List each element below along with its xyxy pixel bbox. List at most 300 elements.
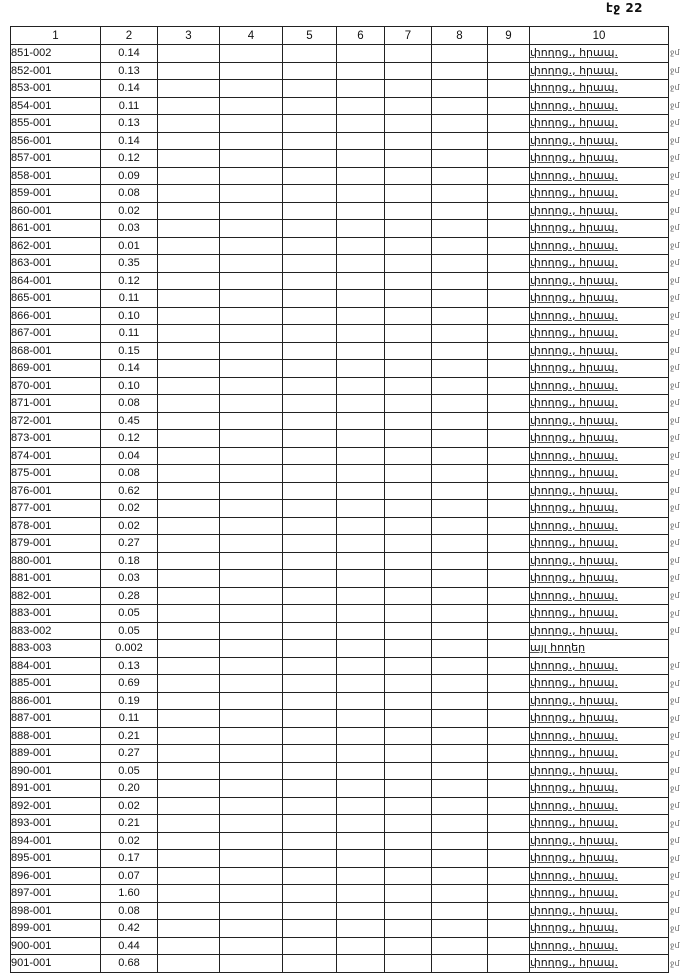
parcel-id-cell: 866-001: [11, 307, 101, 325]
area-cell: 0.07: [101, 867, 158, 885]
empty-cell: [158, 675, 220, 693]
empty-cell: [385, 220, 432, 238]
empty-cell: [283, 552, 337, 570]
empty-cell: [385, 150, 432, 168]
empty-cell: [432, 850, 488, 868]
margin-mark: ջմ: [670, 573, 680, 583]
empty-cell: [283, 360, 337, 378]
margin-mark: ջմ: [670, 275, 680, 285]
parcel-id-cell: 900-001: [11, 937, 101, 955]
empty-cell: [283, 745, 337, 763]
table-row: [11, 202, 669, 220]
land-type-cell: փողոց., հրապ.: [530, 45, 669, 63]
margin-mark: ջմ: [670, 293, 680, 303]
empty-cell: [385, 745, 432, 763]
empty-cell: [337, 45, 385, 63]
empty-cell: [158, 920, 220, 938]
empty-cell: [220, 430, 283, 448]
table-row: [11, 482, 669, 500]
empty-cell: [385, 920, 432, 938]
land-type-cell: փողոց., հրապ.: [530, 167, 669, 185]
land-type-cell: փողոց., հրապ.: [530, 360, 669, 378]
empty-cell: [432, 570, 488, 588]
empty-cell: [385, 202, 432, 220]
empty-cell: [158, 220, 220, 238]
empty-cell: [432, 342, 488, 360]
empty-cell: [158, 465, 220, 483]
empty-cell: [337, 325, 385, 343]
table-row: [11, 605, 669, 623]
margin-mark: ջմ: [670, 923, 680, 933]
empty-cell: [283, 815, 337, 833]
table-row: [11, 167, 669, 185]
empty-cell: [283, 517, 337, 535]
parcel-id-cell: 883-001: [11, 605, 101, 623]
margin-mark: ջմ: [670, 661, 680, 671]
empty-cell: [432, 745, 488, 763]
parcel-id-cell: 873-001: [11, 430, 101, 448]
empty-cell: [158, 80, 220, 98]
land-type-cell: փողոց., հրապ.: [530, 727, 669, 745]
land-type-cell: փողոց., հրապ.: [530, 710, 669, 728]
land-type-cell: փողոց., հրապ.: [530, 850, 669, 868]
empty-cell: [385, 395, 432, 413]
empty-cell: [488, 710, 530, 728]
empty-cell: [337, 97, 385, 115]
empty-cell: [432, 780, 488, 798]
empty-cell: [488, 290, 530, 308]
empty-cell: [488, 360, 530, 378]
empty-cell: [337, 885, 385, 903]
area-cell: 0.44: [101, 937, 158, 955]
empty-cell: [220, 202, 283, 220]
empty-cell: [385, 955, 432, 973]
parcel-id-cell: 870-001: [11, 377, 101, 395]
table-row: [11, 902, 669, 920]
margin-mark: ջմ: [670, 520, 680, 530]
land-type-cell: փողոց., հրապ.: [530, 780, 669, 798]
column-header: 5: [283, 27, 337, 45]
empty-cell: [283, 412, 337, 430]
empty-cell: [220, 587, 283, 605]
empty-cell: [220, 272, 283, 290]
empty-cell: [337, 517, 385, 535]
land-type-cell: փողոց., հրապ.: [530, 500, 669, 518]
land-type-cell: այլ հողեր: [530, 640, 669, 658]
empty-cell: [220, 185, 283, 203]
empty-cell: [158, 622, 220, 640]
empty-cell: [220, 412, 283, 430]
empty-cell: [283, 272, 337, 290]
area-cell: 0.11: [101, 325, 158, 343]
empty-cell: [432, 412, 488, 430]
empty-cell: [283, 587, 337, 605]
empty-cell: [158, 185, 220, 203]
empty-cell: [385, 447, 432, 465]
empty-cell: [337, 342, 385, 360]
empty-cell: [337, 220, 385, 238]
area-cell: 0.35: [101, 255, 158, 273]
empty-cell: [488, 255, 530, 273]
parcel-id-cell: 890-001: [11, 762, 101, 780]
parcel-id-cell: 858-001: [11, 167, 101, 185]
margin-mark: ջմ: [670, 696, 680, 706]
empty-cell: [488, 465, 530, 483]
area-cell: 0.21: [101, 815, 158, 833]
column-header: 7: [385, 27, 432, 45]
parcel-id-cell: 879-001: [11, 535, 101, 553]
table-row: [11, 727, 669, 745]
table-row: [11, 237, 669, 255]
parcel-id-cell: 876-001: [11, 482, 101, 500]
empty-cell: [432, 692, 488, 710]
margin-mark: ջմ: [670, 783, 680, 793]
empty-cell: [158, 797, 220, 815]
empty-cell: [385, 430, 432, 448]
empty-cell: [220, 80, 283, 98]
empty-cell: [337, 132, 385, 150]
empty-cell: [385, 762, 432, 780]
parcel-id-cell: 856-001: [11, 132, 101, 150]
empty-cell: [488, 937, 530, 955]
land-type-cell: փողոց., հրապ.: [530, 202, 669, 220]
empty-cell: [432, 902, 488, 920]
land-type-cell: փողոց., հրապ.: [530, 587, 669, 605]
empty-cell: [385, 237, 432, 255]
margin-mark: ջմ: [670, 170, 680, 180]
margin-marks: [670, 44, 683, 972]
parcel-id-cell: 869-001: [11, 360, 101, 378]
empty-cell: [337, 430, 385, 448]
empty-cell: [283, 45, 337, 63]
empty-cell: [385, 552, 432, 570]
empty-cell: [488, 220, 530, 238]
empty-cell: [432, 552, 488, 570]
empty-cell: [158, 745, 220, 763]
empty-cell: [385, 45, 432, 63]
empty-cell: [432, 150, 488, 168]
empty-cell: [220, 220, 283, 238]
margin-mark: ջմ: [670, 818, 680, 828]
parcel-id-cell: 893-001: [11, 815, 101, 833]
parcel-id-cell: 872-001: [11, 412, 101, 430]
empty-cell: [283, 640, 337, 658]
empty-cell: [432, 325, 488, 343]
empty-cell: [337, 80, 385, 98]
margin-mark: ջմ: [670, 380, 680, 390]
empty-cell: [385, 360, 432, 378]
area-cell: 0.02: [101, 832, 158, 850]
parcel-id-cell: 865-001: [11, 290, 101, 308]
empty-cell: [385, 570, 432, 588]
empty-cell: [432, 605, 488, 623]
empty-cell: [158, 815, 220, 833]
empty-cell: [432, 500, 488, 518]
table-body: [11, 45, 669, 973]
table-row: [11, 412, 669, 430]
empty-cell: [432, 115, 488, 133]
table-row: [11, 220, 669, 238]
land-type-cell: փողոց., հրապ.: [530, 272, 669, 290]
empty-cell: [158, 290, 220, 308]
empty-cell: [385, 517, 432, 535]
empty-cell: [432, 430, 488, 448]
margin-mark: ջմ: [670, 731, 680, 741]
table-row: [11, 535, 669, 553]
empty-cell: [385, 587, 432, 605]
empty-cell: [283, 902, 337, 920]
empty-cell: [488, 815, 530, 833]
empty-cell: [220, 622, 283, 640]
empty-cell: [488, 570, 530, 588]
empty-cell: [283, 920, 337, 938]
land-type-cell: փողոց., հրապ.: [530, 377, 669, 395]
land-type-cell: փողոց., հրապ.: [530, 762, 669, 780]
land-type-cell: փողոց., հրապ.: [530, 815, 669, 833]
area-cell: 0.04: [101, 447, 158, 465]
area-cell: 0.27: [101, 535, 158, 553]
empty-cell: [488, 45, 530, 63]
empty-cell: [283, 307, 337, 325]
parcel-id-cell: 889-001: [11, 745, 101, 763]
empty-cell: [158, 640, 220, 658]
margin-mark: ջմ: [670, 100, 680, 110]
empty-cell: [488, 832, 530, 850]
area-cell: 0.14: [101, 45, 158, 63]
empty-cell: [337, 500, 385, 518]
land-type-cell: փողոց., հրապ.: [530, 517, 669, 535]
area-cell: 0.27: [101, 745, 158, 763]
area-cell: 0.01: [101, 237, 158, 255]
table-row: [11, 885, 669, 903]
empty-cell: [488, 202, 530, 220]
empty-cell: [337, 570, 385, 588]
margin-mark: ջմ: [670, 223, 680, 233]
empty-cell: [283, 447, 337, 465]
table-row: [11, 62, 669, 80]
table-row: [11, 45, 669, 63]
empty-cell: [283, 465, 337, 483]
empty-cell: [337, 465, 385, 483]
area-cell: 0.12: [101, 430, 158, 448]
column-header: 8: [432, 27, 488, 45]
empty-cell: [337, 727, 385, 745]
table-row: [11, 622, 669, 640]
empty-cell: [283, 832, 337, 850]
empty-cell: [220, 237, 283, 255]
parcel-id-cell: 878-001: [11, 517, 101, 535]
table-row: [11, 395, 669, 413]
area-cell: 0.09: [101, 167, 158, 185]
area-cell: 1.60: [101, 885, 158, 903]
area-cell: 0.10: [101, 307, 158, 325]
empty-cell: [432, 920, 488, 938]
empty-cell: [337, 395, 385, 413]
empty-cell: [220, 500, 283, 518]
empty-cell: [432, 132, 488, 150]
area-cell: 0.69: [101, 675, 158, 693]
empty-cell: [158, 535, 220, 553]
empty-cell: [283, 605, 337, 623]
parcel-id-cell: 861-001: [11, 220, 101, 238]
parcel-id-cell: 901-001: [11, 955, 101, 973]
empty-cell: [337, 290, 385, 308]
empty-cell: [385, 902, 432, 920]
empty-cell: [337, 692, 385, 710]
empty-cell: [488, 500, 530, 518]
empty-cell: [488, 115, 530, 133]
empty-cell: [432, 360, 488, 378]
margin-mark: ջմ: [670, 65, 680, 75]
parcel-id-cell: 863-001: [11, 255, 101, 273]
empty-cell: [283, 167, 337, 185]
table-row: [11, 132, 669, 150]
area-cell: 0.12: [101, 272, 158, 290]
margin-mark: ջմ: [670, 205, 680, 215]
table-row: [11, 780, 669, 798]
empty-cell: [283, 692, 337, 710]
empty-cell: [220, 692, 283, 710]
empty-cell: [283, 132, 337, 150]
empty-cell: [488, 237, 530, 255]
empty-cell: [220, 325, 283, 343]
empty-cell: [220, 920, 283, 938]
area-cell: 0.21: [101, 727, 158, 745]
empty-cell: [488, 920, 530, 938]
empty-cell: [220, 552, 283, 570]
parcel-id-cell: 852-001: [11, 62, 101, 80]
empty-cell: [158, 762, 220, 780]
empty-cell: [337, 622, 385, 640]
empty-cell: [283, 727, 337, 745]
empty-cell: [220, 605, 283, 623]
empty-cell: [158, 850, 220, 868]
table-row: [11, 552, 669, 570]
empty-cell: [220, 675, 283, 693]
empty-cell: [283, 255, 337, 273]
table-row: [11, 377, 669, 395]
land-type-cell: փողոց., հրապ.: [530, 185, 669, 203]
column-header: 3: [158, 27, 220, 45]
margin-mark: ջմ: [670, 415, 680, 425]
empty-cell: [337, 640, 385, 658]
empty-cell: [220, 97, 283, 115]
empty-cell: [158, 885, 220, 903]
empty-cell: [488, 622, 530, 640]
parcel-id-cell: 883-002: [11, 622, 101, 640]
empty-cell: [337, 377, 385, 395]
land-type-cell: փողոց., հրապ.: [530, 920, 669, 938]
empty-cell: [488, 675, 530, 693]
area-cell: 0.62: [101, 482, 158, 500]
empty-cell: [385, 535, 432, 553]
empty-cell: [337, 605, 385, 623]
table-row: [11, 447, 669, 465]
land-type-cell: փողոց., հրապ.: [530, 622, 669, 640]
area-cell: 0.03: [101, 570, 158, 588]
column-header: 2: [101, 27, 158, 45]
empty-cell: [488, 272, 530, 290]
parcel-id-cell: 888-001: [11, 727, 101, 745]
empty-cell: [385, 290, 432, 308]
empty-cell: [337, 272, 385, 290]
empty-cell: [158, 430, 220, 448]
area-cell: 0.12: [101, 150, 158, 168]
land-type-cell: փողոց., հրապ.: [530, 150, 669, 168]
empty-cell: [432, 815, 488, 833]
empty-cell: [488, 762, 530, 780]
parcel-id-cell: 885-001: [11, 675, 101, 693]
margin-mark: ջմ: [670, 941, 680, 951]
area-cell: 0.002: [101, 640, 158, 658]
land-type-cell: փողոց., հրապ.: [530, 692, 669, 710]
margin-mark: ջմ: [670, 853, 680, 863]
empty-cell: [283, 955, 337, 973]
margin-mark: ջմ: [670, 871, 680, 881]
empty-cell: [220, 815, 283, 833]
empty-cell: [220, 797, 283, 815]
area-cell: 0.05: [101, 622, 158, 640]
parcel-id-cell: 868-001: [11, 342, 101, 360]
empty-cell: [488, 657, 530, 675]
empty-cell: [385, 622, 432, 640]
empty-cell: [220, 377, 283, 395]
empty-cell: [337, 762, 385, 780]
empty-cell: [220, 885, 283, 903]
table-row: [11, 80, 669, 98]
empty-cell: [158, 360, 220, 378]
empty-cell: [283, 675, 337, 693]
empty-cell: [158, 692, 220, 710]
table-row: [11, 325, 669, 343]
column-header: 6: [337, 27, 385, 45]
empty-cell: [158, 482, 220, 500]
table-row: [11, 342, 669, 360]
empty-cell: [158, 97, 220, 115]
table-row: [11, 587, 669, 605]
empty-cell: [158, 517, 220, 535]
margin-mark: ջմ: [670, 153, 680, 163]
parcel-id-cell: 875-001: [11, 465, 101, 483]
empty-cell: [158, 937, 220, 955]
empty-cell: [432, 727, 488, 745]
land-type-cell: փողոց., հրապ.: [530, 220, 669, 238]
margin-mark: [670, 640, 683, 658]
empty-cell: [158, 202, 220, 220]
empty-cell: [158, 657, 220, 675]
empty-cell: [385, 605, 432, 623]
empty-cell: [432, 62, 488, 80]
empty-cell: [158, 255, 220, 273]
table-row: [11, 797, 669, 815]
margin-mark: ջմ: [670, 258, 680, 268]
empty-cell: [432, 255, 488, 273]
empty-cell: [158, 570, 220, 588]
parcel-id-cell: 880-001: [11, 552, 101, 570]
empty-cell: [337, 150, 385, 168]
parcel-id-cell: 898-001: [11, 902, 101, 920]
empty-cell: [432, 622, 488, 640]
land-type-cell: փողոց., հրապ.: [530, 447, 669, 465]
parcel-id-cell: 871-001: [11, 395, 101, 413]
land-type-cell: փողոց., հրապ.: [530, 395, 669, 413]
empty-cell: [283, 867, 337, 885]
empty-cell: [220, 255, 283, 273]
empty-cell: [488, 62, 530, 80]
area-cell: 0.68: [101, 955, 158, 973]
empty-cell: [432, 797, 488, 815]
table-row: [11, 97, 669, 115]
